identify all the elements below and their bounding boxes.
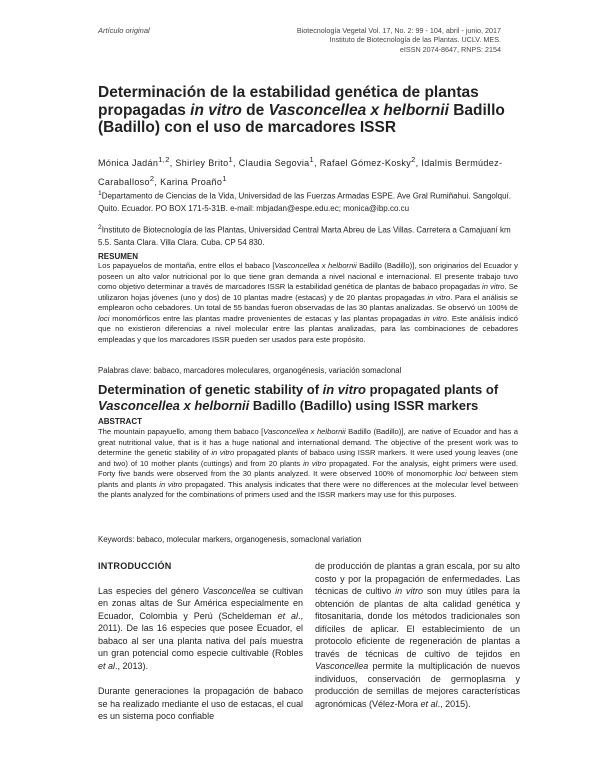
intro-paragraph-2: Durante generaciones la propagación de babaco se ha realizado mediante el uso de estacas, el cual es un sistema poco confiable bbox=[98, 686, 303, 721]
abstract-italic: loci bbox=[455, 469, 467, 478]
article-type-label: Artículo original bbox=[98, 26, 150, 35]
affiliation-1 bbox=[98, 188, 518, 216]
title-en-text: propagated plants of bbox=[365, 382, 499, 397]
keywords-spanish: Palabras clave: babaco, marcadores moleculares, organogénesis, variación somaclonal bbox=[98, 366, 402, 375]
title-es-text: de bbox=[241, 101, 269, 119]
title-en-italic: in vitro bbox=[322, 382, 366, 397]
intro-text: Las especies del género bbox=[98, 585, 203, 596]
affiliation-mark: 1 bbox=[98, 190, 102, 197]
affiliation-text: Departamento de Ciencias de la Vida, Universidad de las Fuerzas Armadas ESPE. Ave Gral Rumiñahui. Sangolquí. Quito. Ecuador. PO BOX 171-5-31B. e-mail: mbjadan@espe.edu.ec; monica@ibp.co.cu bbox=[98, 191, 511, 214]
body-column-right bbox=[315, 560, 520, 723]
journal-header bbox=[297, 26, 501, 54]
resumen-text: . Este análisis indicó que no existieron diferencias a nivel molecular entre las plantas analizadas, para las combinaciones de cebadores empleadas y que los marcadores ISSR pueden ser usados para este propósito. bbox=[98, 313, 518, 344]
title-es-italic: in vitro bbox=[190, 101, 242, 119]
title-es-text: Badillo (Badillo) con el uso de marcadores ISSR bbox=[98, 101, 505, 136]
author-affiliation-mark: 1 bbox=[222, 174, 227, 183]
abstract-italic: in vitro bbox=[159, 479, 183, 489]
intro-paragraph-1 bbox=[98, 585, 303, 673]
resumen-italic: in vitro bbox=[482, 282, 505, 291]
journal-citation: Biotecnología Vegetal Vol. 17, No. 2: 99 - 104, abril - junio, 2017 bbox=[296, 26, 501, 35]
resumen-italic: Vasconcellea x helbornii bbox=[274, 261, 357, 270]
author-list bbox=[98, 152, 518, 190]
abstract-italic: Vasconcellea x helbornii bbox=[263, 427, 346, 436]
affiliation-text: Instituto de Biotecnología de las Plantas, Universidad Central Marta Abreu de Las Villas. Carretera a Camajuaní km 5.5. Santa Clara. Villa Clara. Cuba. CP 54 830. bbox=[98, 225, 511, 248]
author-name: , Rafael Gómez-Kosky bbox=[314, 158, 412, 168]
intro-text: ., 2011). De las 16 especies que posee Ecuador, el babaco al ser una planta nativa del país muestra un gran potencial como especie cultivable (Robles bbox=[98, 610, 304, 658]
intro-text: son muy útiles para la obtención de plantas de alta calidad genética y fitosanitaria, donde los métodos tradicionales son difíciles de aplicar. El establecimiento de un protocolo eficiente de regeneración de plantas a través de técnicas de cultivo de tejidos en bbox=[315, 586, 520, 659]
resumen-text: monomórficos entre las plantas madre provenientes de estacas y las plantas propagadas bbox=[109, 313, 424, 323]
resumen-italic: loci bbox=[98, 313, 110, 323]
intro-paragraph-3 bbox=[315, 560, 520, 710]
resumen-italic: in vitro bbox=[427, 292, 451, 302]
title-spanish bbox=[98, 84, 528, 137]
title-en-text: Determination of genetic stability of bbox=[98, 382, 323, 397]
intro-italic: Vasconcellea bbox=[202, 585, 256, 596]
author-name: , Shirley Brito bbox=[169, 158, 229, 168]
abstract-heading: ABSTRACT bbox=[98, 417, 142, 426]
author-name: , Karina Proaño bbox=[154, 177, 223, 187]
intro-text: ., 2013). bbox=[115, 660, 149, 671]
abstract-text: propagated plants of babaco using ISSR markers. It were used young leaves (one and two) of 10 mother plants (cuttings) and from 20 plants bbox=[98, 448, 518, 468]
body-column-left bbox=[98, 560, 303, 736]
title-en-species: Vasconcellea x helbornii bbox=[98, 397, 250, 413]
affiliation-2 bbox=[98, 222, 518, 250]
title-es-text: Determinación de la estabilidad genética de plantas propagadas bbox=[98, 84, 479, 119]
abstract-italic: in vitro bbox=[303, 458, 327, 468]
title-es-species: Vasconcellea x helbornii bbox=[268, 101, 449, 119]
author-name: , Claudia Segovia bbox=[233, 158, 310, 168]
keywords-english: Keywords: babaco, molecular markers, organogenesis, somaclonal variation bbox=[98, 535, 362, 544]
intro-italic: Vasconcellea bbox=[315, 661, 369, 671]
title-en-text: Badillo (Badillo) using ISSR markers bbox=[249, 397, 479, 413]
abstract-text: Badillo (Badillo)], are native of Ecuador and has a great nutritional value, that is it has a huge national and international demand. The objective of the present work was to determine the genetic stability of bbox=[98, 427, 518, 457]
author-affiliation-mark: 1 bbox=[309, 155, 315, 164]
resumen-text: . Se utilizaron hojas jóvenes (uno y dos) de 10 plantas madre (estacas) y de 20 plantas propagadas bbox=[98, 282, 519, 302]
resumen-italic: in vitro bbox=[423, 313, 447, 323]
resumen-text: Badillo (Badillo)], son originarios del Ecuador y poseen un alto valor nutricional por lo que tiene gran demanda a nivel nacional e internacional. El presente trabajo tuvo como objetivo determinar a través de marcadores ISSR la estabilidad genética de plantas de babaco propagadas bbox=[98, 261, 518, 291]
abstract-italic: in vitro bbox=[211, 448, 235, 457]
introduccion-heading: INTRODUCCIÓN bbox=[98, 561, 172, 571]
intro-text: de producción de plantas a gran escala, por su alto costo y por la propagación de enfermedades. Las técnicas de cultivo bbox=[315, 561, 520, 596]
author-affiliation-mark: 2 bbox=[149, 174, 155, 183]
journal-institution: Instituto de Biotecnología de las Plantas. UCLV. MES. bbox=[329, 35, 501, 45]
intro-text: se cultivan en zonas altas de Sur América especialmente en Ecuador, Colombia y Perú (Scheldeman bbox=[98, 585, 303, 621]
abstract-text: between stem plants and plants bbox=[98, 469, 518, 489]
intro-italic: et al bbox=[98, 660, 116, 671]
author-name: , Idalmis Bermúdez-Caraballoso bbox=[98, 158, 503, 187]
resumen-body bbox=[98, 261, 518, 345]
author-name: Mónica Jadán bbox=[98, 158, 159, 168]
abstract-text: propagated. For the analysis, eight primers were used. Forty five bands were observed from the 30 plants analyzed. It were observed 100% of monomorphic bbox=[98, 458, 518, 478]
intro-italic: et al bbox=[420, 698, 438, 709]
resumen-text: . Para el análisis se emplearon ocho cebadores. Un total de 55 bandas fueron observadas de las 30 plantas analizadas. Se observó un 100% de bbox=[98, 292, 518, 312]
affiliation-mark: 2 bbox=[98, 224, 102, 231]
intro-text: permite la multiplicación de nuevos individuos, conservación de germoplasma y producción de semillas de mejores características agronómicas (Vélez-Mora bbox=[315, 661, 520, 709]
abstract-body bbox=[98, 427, 518, 501]
title-english bbox=[98, 382, 518, 413]
intro-italic: in vitro bbox=[395, 586, 424, 596]
journal-issn: eISSN 2074-8647, RNPS: 2154 bbox=[399, 44, 501, 54]
resumen-text: Los papayuelos de montaña, entre ellos el babaco [ bbox=[98, 261, 275, 270]
intro-italic: et al bbox=[277, 610, 298, 621]
abstract-text: propagated. This analysis indicates that there were no differences at the molecular level between the plants analyzed for the combinations of primers used and the ISSR markers may use for this purposes. bbox=[98, 479, 518, 499]
author-affiliation-mark: 2 bbox=[411, 155, 416, 164]
author-affiliation-mark: 1 bbox=[228, 155, 234, 164]
author-affiliation-mark: 1,2 bbox=[158, 155, 170, 164]
intro-text: ., 2015). bbox=[437, 698, 471, 709]
resumen-heading: RESUMEN bbox=[98, 252, 139, 261]
abstract-text: The mountain papayuello, among them babaco [ bbox=[98, 427, 264, 436]
